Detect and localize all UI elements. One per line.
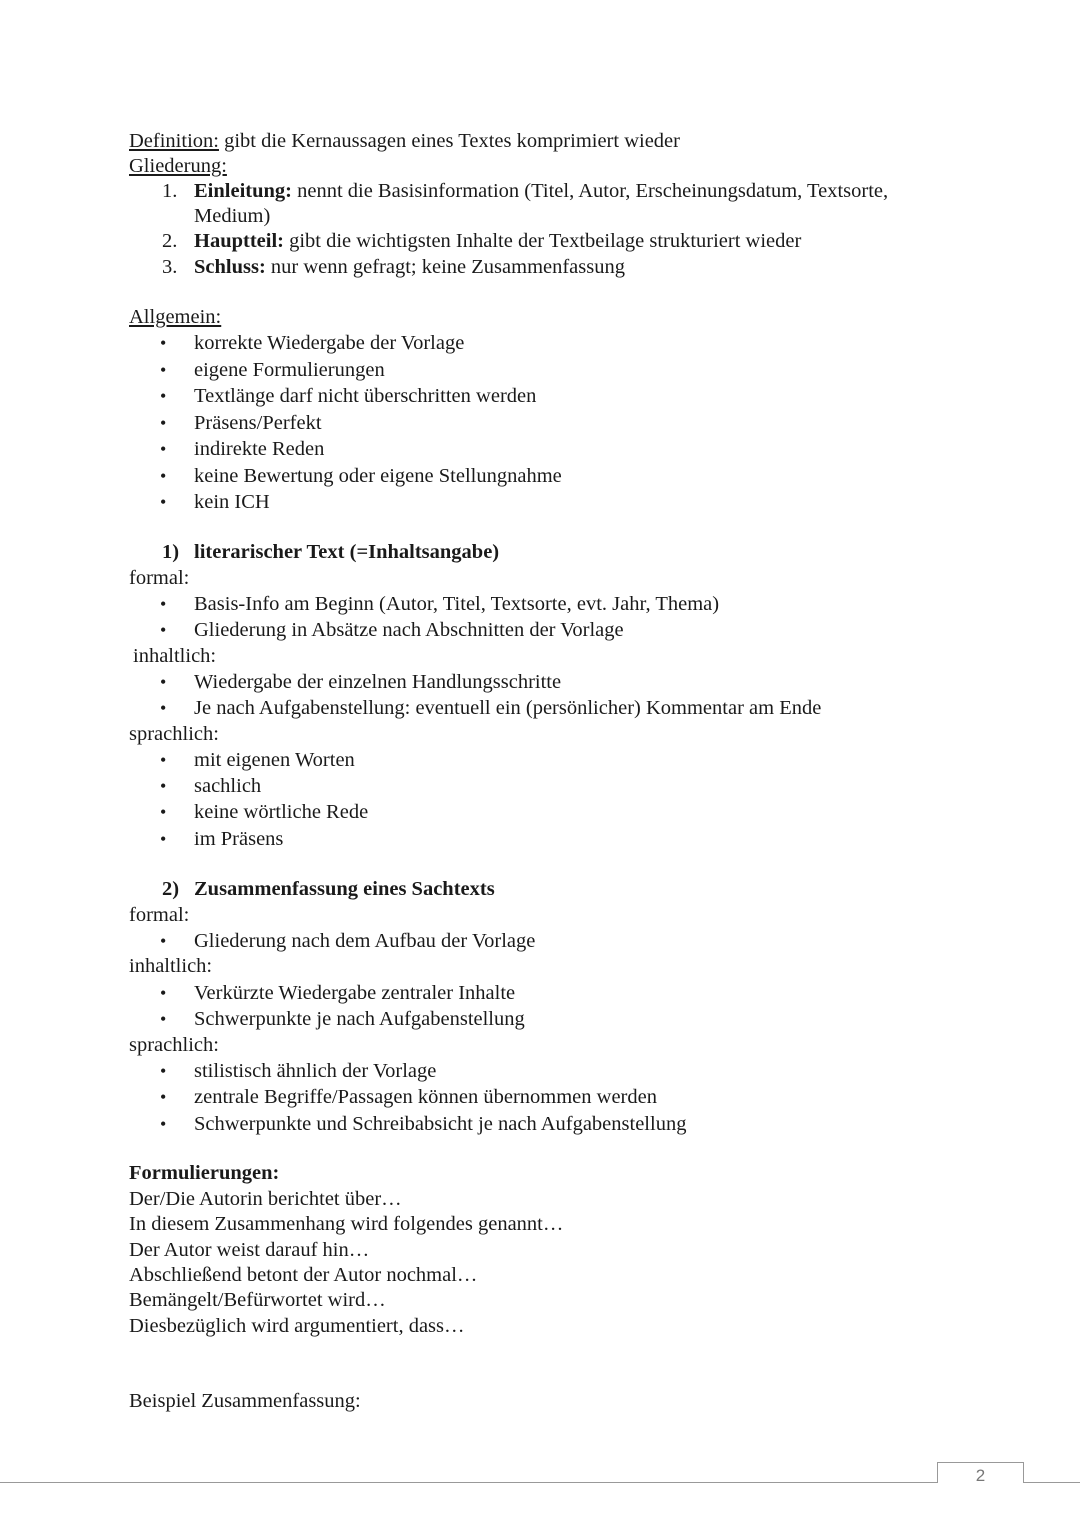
bullet-text: Schwerpunkte je nach Aufgabenstellung bbox=[194, 1008, 525, 1030]
item-heading: Schluss: bbox=[194, 256, 266, 278]
bullet-item bbox=[0, 1085, 1080, 1109]
bullet-text: kein ICH bbox=[194, 491, 270, 513]
bullet-item bbox=[0, 618, 1080, 642]
section-number: 2) bbox=[162, 878, 180, 900]
section-title: literarischer Text (=Inhaltsangabe) bbox=[194, 541, 500, 563]
bullet-icon: • bbox=[160, 931, 167, 951]
bullet-text: Je nach Aufgabenstellung: eventuell ein (persönlicher) Kommentar am Ende bbox=[194, 697, 822, 719]
bullet-icon: • bbox=[160, 802, 167, 822]
bullet-icon: • bbox=[160, 750, 167, 770]
formulierung-line: Der/Die Autorin berichtet über… bbox=[129, 1188, 402, 1210]
bullet-item bbox=[0, 981, 1080, 1005]
bullet-item bbox=[0, 437, 1080, 461]
bullet-item bbox=[0, 331, 1080, 355]
bullet-item bbox=[0, 696, 1080, 720]
formal-label: formal: bbox=[129, 567, 190, 589]
bullet-text: Basis-Info am Beginn (Autor, Titel, Textsorte, evt. Jahr, Thema) bbox=[194, 593, 720, 615]
bullet-icon: • bbox=[160, 698, 167, 718]
bullet-item bbox=[0, 490, 1080, 514]
formulierung-line: Der Autor weist darauf hin… bbox=[129, 1239, 370, 1261]
bullet-icon: • bbox=[160, 672, 167, 692]
inhaltlich-label: inhaltlich: bbox=[133, 645, 217, 667]
formulierung-line: In diesem Zusammenhang wird folgendes genannt… bbox=[129, 1213, 564, 1235]
definition-text: gibt die Kernaussagen eines Textes komprimiert wieder bbox=[218, 130, 680, 152]
section-number: 1) bbox=[162, 541, 180, 563]
bullet-text: korrekte Wiedergabe der Vorlage bbox=[194, 332, 465, 354]
bullet-text: zentrale Begriffe/Passagen können übernommen werden bbox=[194, 1086, 657, 1108]
allgemein-label: Allgemein: bbox=[129, 306, 222, 328]
numbered-item bbox=[0, 229, 1080, 253]
item-number: 2. bbox=[162, 230, 178, 252]
bullet-text: Textlänge darf nicht überschritten werden bbox=[194, 385, 537, 407]
bullet-icon: • bbox=[160, 360, 167, 380]
bullet-item bbox=[0, 748, 1080, 772]
item-text: gibt die wichtigsten Inhalte der Textbeilage strukturiert wieder bbox=[283, 230, 802, 252]
beispiel-label: Beispiel Zusammenfassung: bbox=[129, 1390, 361, 1412]
bullet-text: indirekte Reden bbox=[194, 438, 325, 460]
bullet-item bbox=[0, 1007, 1080, 1031]
section-heading bbox=[0, 877, 1080, 901]
bullet-icon: • bbox=[160, 413, 167, 433]
section-heading bbox=[0, 540, 1080, 564]
bullet-text: eigene Formulierungen bbox=[194, 359, 385, 381]
formulierung-line: Bemängelt/Befürwortet wird… bbox=[129, 1289, 386, 1311]
bullet-item bbox=[0, 827, 1080, 851]
item-text: Medium) bbox=[194, 205, 271, 227]
formal-label: formal: bbox=[129, 904, 190, 926]
footer-line bbox=[1022, 1482, 1080, 1483]
bullet-item bbox=[0, 1112, 1080, 1136]
numbered-item bbox=[0, 255, 1080, 279]
bullet-item bbox=[0, 358, 1080, 382]
bullet-item bbox=[0, 1059, 1080, 1083]
bullet-text: Präsens/Perfekt bbox=[194, 412, 322, 434]
bullet-item bbox=[0, 464, 1080, 488]
item-number: 1. bbox=[162, 180, 178, 202]
section-title: Zusammenfassung eines Sachtexts bbox=[194, 878, 495, 900]
bullet-icon: • bbox=[160, 594, 167, 614]
gliederung-label: Gliederung: bbox=[129, 155, 227, 177]
bullet-text: Gliederung in Absätze nach Abschnitten der Vorlage bbox=[194, 619, 624, 641]
bullet-text: sachlich bbox=[194, 775, 262, 797]
numbered-item bbox=[0, 179, 1080, 203]
bullet-icon: • bbox=[160, 492, 167, 512]
bullet-text: stilistisch ähnlich der Vorlage bbox=[194, 1060, 437, 1082]
bullet-icon: • bbox=[160, 1061, 167, 1081]
numbered-item-cont bbox=[0, 204, 1080, 228]
bullet-text: im Präsens bbox=[194, 828, 284, 850]
item-number: 3. bbox=[162, 256, 178, 278]
bullet-text: Verkürzte Wiedergabe zentraler Inhalte bbox=[194, 982, 516, 1004]
bullet-text: Gliederung nach dem Aufbau der Vorlage bbox=[194, 930, 536, 952]
bullet-item bbox=[0, 411, 1080, 435]
bullet-icon: • bbox=[160, 466, 167, 486]
bullet-text: Schwerpunkte und Schreibabsicht je nach Aufgabenstellung bbox=[194, 1113, 687, 1135]
item-heading: Einleitung: bbox=[194, 180, 292, 202]
bullet-item bbox=[0, 800, 1080, 824]
bullet-icon: • bbox=[160, 333, 167, 353]
bullet-item bbox=[0, 670, 1080, 694]
item-heading: Hauptteil: bbox=[194, 230, 284, 252]
bullet-text: keine wörtliche Rede bbox=[194, 801, 369, 823]
footer-line bbox=[0, 1482, 938, 1483]
page-number: 2 bbox=[937, 1462, 1024, 1483]
bullet-text: keine Bewertung oder eigene Stellungnahme bbox=[194, 465, 562, 487]
item-text: nur wenn gefragt; keine Zusammenfassung bbox=[265, 256, 625, 278]
formulierung-line: Diesbezüglich wird argumentiert, dass… bbox=[129, 1315, 465, 1337]
definition-line bbox=[129, 129, 680, 153]
bullet-icon: • bbox=[160, 829, 167, 849]
bullet-icon: • bbox=[160, 386, 167, 406]
bullet-item bbox=[0, 929, 1080, 953]
bullet-icon: • bbox=[160, 620, 167, 640]
bullet-item bbox=[0, 384, 1080, 408]
bullet-icon: • bbox=[160, 439, 167, 459]
item-text: nennt die Basisinformation (Titel, Autor, Erscheinungsdatum, Textsorte, bbox=[291, 180, 889, 202]
bullet-icon: • bbox=[160, 776, 167, 796]
bullet-item bbox=[0, 592, 1080, 616]
sprachlich-label: sprachlich: bbox=[129, 1034, 219, 1056]
formulierungen-label: Formulierungen: bbox=[129, 1162, 280, 1184]
bullet-icon: • bbox=[160, 983, 167, 1003]
definition-label: Definition: bbox=[129, 130, 219, 152]
bullet-item bbox=[0, 774, 1080, 798]
bullet-text: mit eigenen Worten bbox=[194, 749, 355, 771]
inhaltlich-label: inhaltlich: bbox=[129, 955, 213, 977]
bullet-icon: • bbox=[160, 1009, 167, 1029]
bullet-icon: • bbox=[160, 1087, 167, 1107]
formulierung-line: Abschließend betont der Autor nochmal… bbox=[129, 1264, 478, 1286]
bullet-icon: • bbox=[160, 1114, 167, 1134]
bullet-text: Wiedergabe der einzelnen Handlungsschritte bbox=[194, 671, 562, 693]
sprachlich-label: sprachlich: bbox=[129, 723, 219, 745]
